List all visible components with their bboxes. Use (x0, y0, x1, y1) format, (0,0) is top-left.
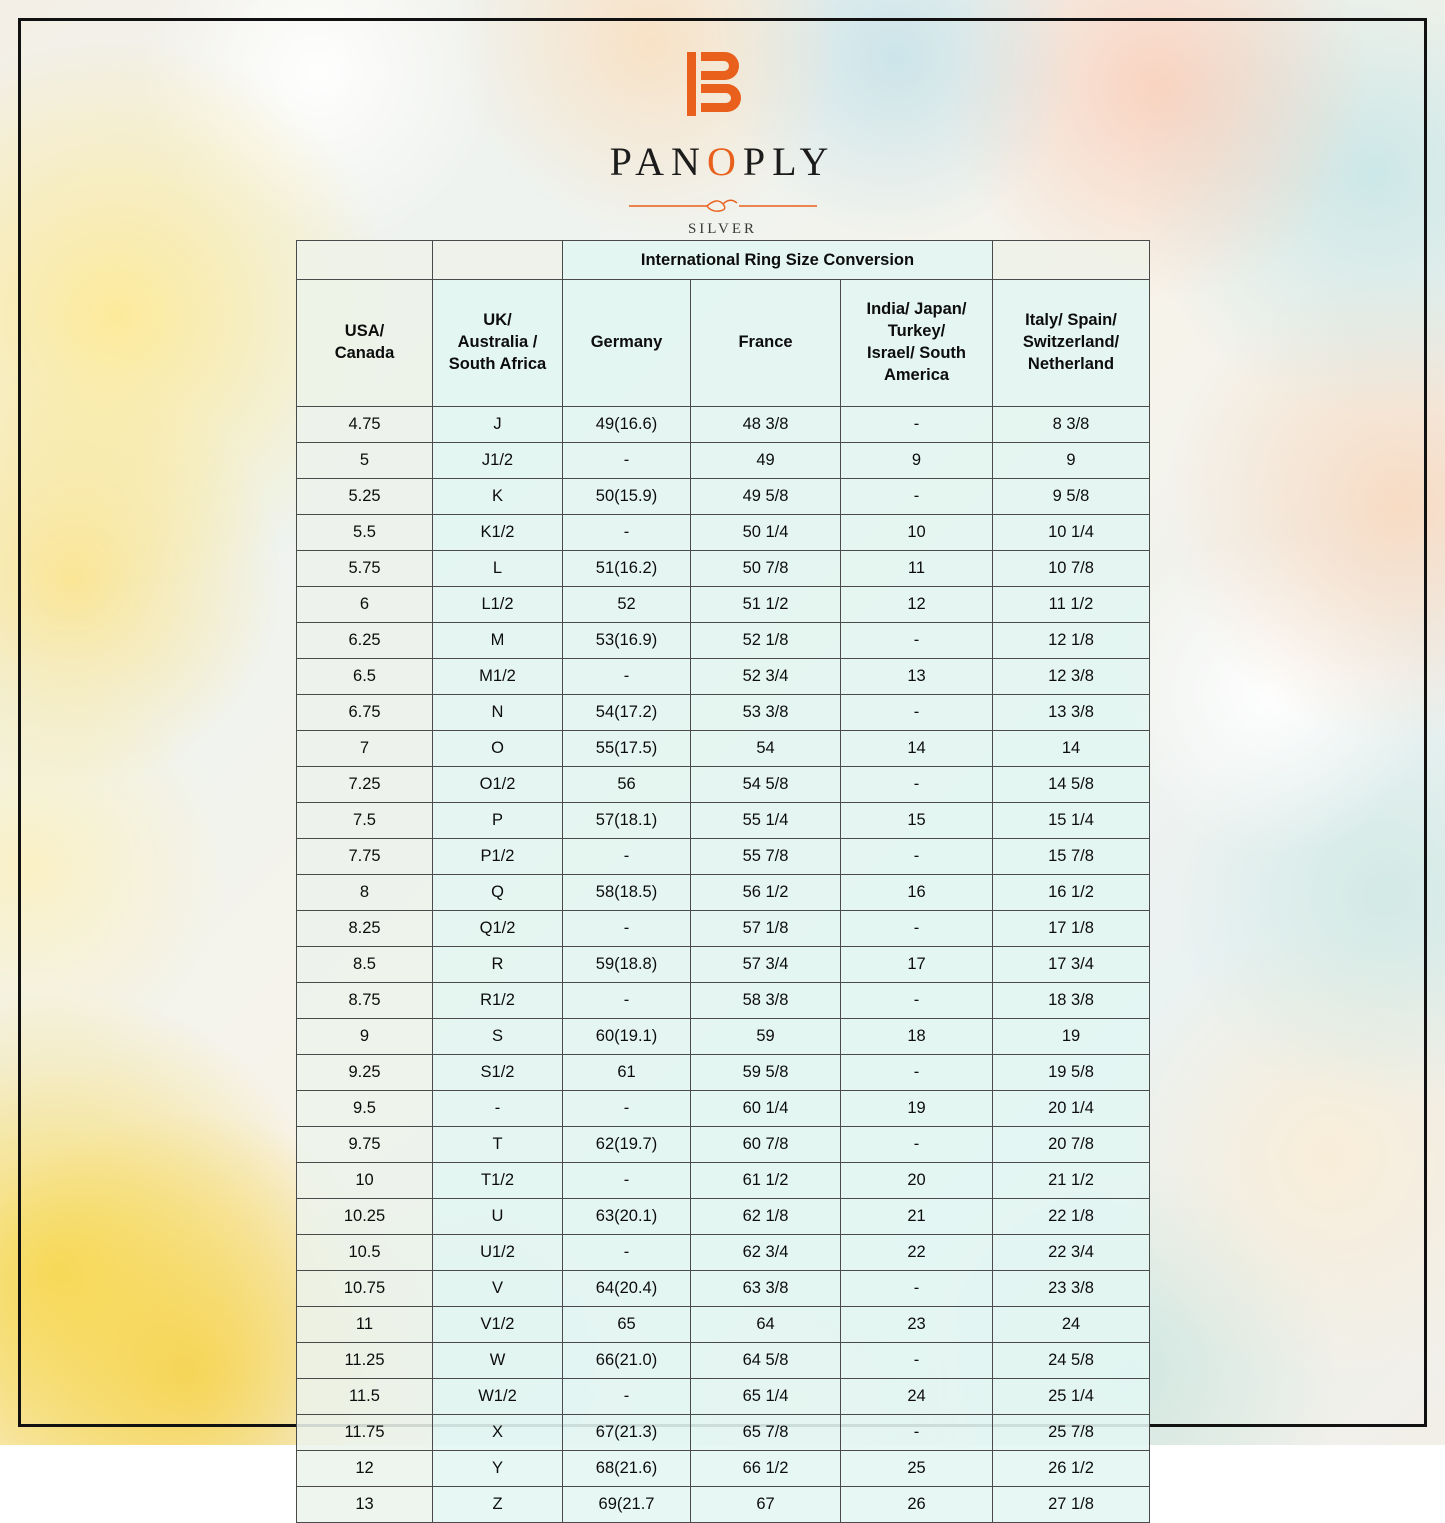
table-cell: 24 (993, 1307, 1150, 1343)
table-cell: 64 (691, 1307, 841, 1343)
ring-size-table-wrapper (296, 240, 1149, 1523)
table-cell: 14 (993, 731, 1150, 767)
table-cell: - (841, 407, 993, 443)
table-cell: X (433, 1415, 563, 1451)
table-cell: N (433, 695, 563, 731)
table-cell: 63 3/8 (691, 1271, 841, 1307)
table-cell: 10 (841, 515, 993, 551)
table-cell: Y (433, 1451, 563, 1487)
table-cell: 49 (691, 443, 841, 479)
table-cell: 22 3/4 (993, 1235, 1150, 1271)
table-cell: 27 1/8 (993, 1487, 1150, 1523)
table-cell: - (841, 1343, 993, 1379)
table-cell: 67(21.3) (563, 1415, 691, 1451)
table-cell: 52 1/8 (691, 623, 841, 659)
table-cell: T (433, 1127, 563, 1163)
table-cell: 60(19.1) (563, 1019, 691, 1055)
table-cell: - (563, 1163, 691, 1199)
table-cell: - (563, 983, 691, 1019)
table-cell: 9 (297, 1019, 433, 1055)
table-cell: - (841, 1271, 993, 1307)
table-row (297, 623, 1150, 659)
column-header-line: Italy/ Spain/ (1025, 311, 1117, 330)
brand-sub-label: SILVER (687, 221, 758, 237)
table-cell: 48 3/8 (691, 407, 841, 443)
column-header-india-japan-turkey-israel-south-america (841, 280, 993, 407)
column-header-line: America (883, 365, 950, 384)
table-cell: 11.5 (297, 1379, 433, 1415)
table-cell: 21 1/2 (993, 1163, 1150, 1199)
table-cell: 60 1/4 (691, 1091, 841, 1127)
brand-wordmark-part-2: PLY (742, 139, 836, 184)
table-cell: K (433, 479, 563, 515)
table-cell: - (563, 443, 691, 479)
table-cell: 7.75 (297, 839, 433, 875)
table-cell: T1/2 (433, 1163, 563, 1199)
table-cell: 15 7/8 (993, 839, 1150, 875)
table-cell: 60 7/8 (691, 1127, 841, 1163)
table-cell: 55(17.5) (563, 731, 691, 767)
table-cell: U (433, 1199, 563, 1235)
table-cell: P1/2 (433, 839, 563, 875)
table-cell: - (841, 1055, 993, 1091)
table-cell: 51 1/2 (691, 587, 841, 623)
table-cell: R1/2 (433, 983, 563, 1019)
table-cell: M (433, 623, 563, 659)
table-cell: 11 1/2 (993, 587, 1150, 623)
table-cell: 10.75 (297, 1271, 433, 1307)
table-cell: 9.75 (297, 1127, 433, 1163)
table-cell: 10 1/4 (993, 515, 1150, 551)
table-cell: 62 3/4 (691, 1235, 841, 1271)
table-cell: 65 7/8 (691, 1415, 841, 1451)
table-row (297, 731, 1150, 767)
table-row (297, 1019, 1150, 1055)
table-cell: - (563, 659, 691, 695)
table-cell: 11 (297, 1307, 433, 1343)
column-header-uk-australia-south-africa (433, 280, 563, 407)
table-cell: 64(20.4) (563, 1271, 691, 1307)
table-cell: 53(16.9) (563, 623, 691, 659)
table-cell: 11.25 (297, 1343, 433, 1379)
table-cell: 6.75 (297, 695, 433, 731)
table-cell: 17 (841, 947, 993, 983)
table-cell: 55 1/4 (691, 803, 841, 839)
column-header-italy-spain-switzerland-netherland (993, 280, 1150, 407)
table-cell: 23 (841, 1307, 993, 1343)
table-cell: 51(16.2) (563, 551, 691, 587)
table-cell: 9 (993, 443, 1150, 479)
table-cell: 69(21.7 (563, 1487, 691, 1523)
table-cell: - (563, 1091, 691, 1127)
table-cell: 26 1/2 (993, 1451, 1150, 1487)
table-cell: 24 5/8 (993, 1343, 1150, 1379)
table-cell: - (563, 1379, 691, 1415)
table-cell: W1/2 (433, 1379, 563, 1415)
table-cell: 56 1/2 (691, 875, 841, 911)
table-cell: 9.5 (297, 1091, 433, 1127)
table-cell: - (841, 479, 993, 515)
table-cell: 65 1/4 (691, 1379, 841, 1415)
table-row (297, 479, 1150, 515)
table-cell: 9.25 (297, 1055, 433, 1091)
table-cell: 11 (841, 551, 993, 587)
table-row (297, 767, 1150, 803)
table-cell: 67 (691, 1487, 841, 1523)
table-row (297, 695, 1150, 731)
column-header-line: India/ Japan/ (866, 300, 967, 319)
table-cell: 25 (841, 1451, 993, 1487)
table-cell: 54(17.2) (563, 695, 691, 731)
table-cell: M1/2 (433, 659, 563, 695)
table-cell: 5.75 (297, 551, 433, 587)
table-title-blank-1 (297, 241, 433, 280)
table-cell: 19 5/8 (993, 1055, 1150, 1091)
table-row (297, 443, 1150, 479)
column-header-line: Turkey/ (887, 322, 946, 341)
table-cell: 54 5/8 (691, 767, 841, 803)
table-cell: 10 (297, 1163, 433, 1199)
table-cell: 57 1/8 (691, 911, 841, 947)
table-cell: 50 7/8 (691, 551, 841, 587)
table-cell: 8.25 (297, 911, 433, 947)
table-cell: - (563, 839, 691, 875)
table-cell: 6 (297, 587, 433, 623)
table-cell: J (433, 407, 563, 443)
table-cell: - (841, 695, 993, 731)
table-cell: - (433, 1091, 563, 1127)
table-cell: S (433, 1019, 563, 1055)
table-cell: 5.5 (297, 515, 433, 551)
table-row (297, 551, 1150, 587)
table-cell: O1/2 (433, 767, 563, 803)
column-header-line: UK/ (483, 311, 512, 330)
table-cell: K1/2 (433, 515, 563, 551)
table-cell: 16 (841, 875, 993, 911)
table-cell: L1/2 (433, 587, 563, 623)
table-cell: 15 1/4 (993, 803, 1150, 839)
table-cell: 18 (841, 1019, 993, 1055)
panoply-monogram-icon (0, 48, 1445, 120)
table-cell: 14 (841, 731, 993, 767)
table-row (297, 1091, 1150, 1127)
table-cell: 59 (691, 1019, 841, 1055)
column-header-line: France (738, 333, 793, 352)
table-cell: 6.5 (297, 659, 433, 695)
table-row (297, 1307, 1150, 1343)
table-title: International Ring Size Conversion (563, 241, 993, 280)
table-cell: 5.25 (297, 479, 433, 515)
table-cell: 15 (841, 803, 993, 839)
table-cell: U1/2 (433, 1235, 563, 1271)
table-cell: 24 (841, 1379, 993, 1415)
table-cell: 13 (841, 659, 993, 695)
brand-flourish-icon (623, 195, 823, 217)
table-row (297, 1271, 1150, 1307)
column-header-line: Netherland (1027, 354, 1115, 373)
table-cell: Q1/2 (433, 911, 563, 947)
table-cell: L (433, 551, 563, 587)
table-cell: 7 (297, 731, 433, 767)
column-header-france (691, 280, 841, 407)
table-cell: 13 (297, 1487, 433, 1523)
table-cell: 57(18.1) (563, 803, 691, 839)
table-header-row (297, 280, 1150, 407)
column-header-line: Australia / (457, 333, 538, 352)
table-row (297, 1343, 1150, 1379)
brand-wordmark (0, 138, 1445, 185)
table-cell: 10.25 (297, 1199, 433, 1235)
column-header-usa-canada (297, 280, 433, 407)
table-cell: 59 5/8 (691, 1055, 841, 1091)
table-cell: 63(20.1) (563, 1199, 691, 1235)
table-row (297, 1127, 1150, 1163)
table-cell: V1/2 (433, 1307, 563, 1343)
table-cell: 59(18.8) (563, 947, 691, 983)
table-cell: 6.25 (297, 623, 433, 659)
table-row (297, 515, 1150, 551)
table-cell: - (841, 911, 993, 947)
table-cell: 53 3/8 (691, 695, 841, 731)
column-header-line: Canada (334, 344, 395, 362)
ring-size-conversion-table (296, 240, 1150, 1523)
table-cell: 54 (691, 731, 841, 767)
table-row (297, 1379, 1150, 1415)
table-cell: 20 (841, 1163, 993, 1199)
table-cell: 50(15.9) (563, 479, 691, 515)
table-cell: 8 3/8 (993, 407, 1150, 443)
table-row (297, 947, 1150, 983)
column-header-line: USA/ (344, 322, 385, 341)
table-cell: 58 3/8 (691, 983, 841, 1019)
table-row (297, 803, 1150, 839)
column-header-line: Switzerland/ (1022, 333, 1120, 352)
table-row (297, 1163, 1150, 1199)
table-cell: V (433, 1271, 563, 1307)
table-cell: 19 (993, 1019, 1150, 1055)
table-row (297, 659, 1150, 695)
table-cell: 52 3/4 (691, 659, 841, 695)
table-cell: 8 (297, 875, 433, 911)
table-cell: R (433, 947, 563, 983)
table-cell: 7.5 (297, 803, 433, 839)
table-cell: 12 1/8 (993, 623, 1150, 659)
table-cell: 13 3/8 (993, 695, 1150, 731)
table-title-blank-2 (433, 241, 563, 280)
table-row (297, 1055, 1150, 1091)
table-cell: J1/2 (433, 443, 563, 479)
table-cell: 22 (841, 1235, 993, 1271)
table-cell: 12 3/8 (993, 659, 1150, 695)
table-row (297, 1451, 1150, 1487)
table-cell: 66(21.0) (563, 1343, 691, 1379)
table-cell: 17 3/4 (993, 947, 1150, 983)
column-header-line: Germany (590, 333, 663, 352)
table-cell: 4.75 (297, 407, 433, 443)
table-row (297, 839, 1150, 875)
table-cell: 55 7/8 (691, 839, 841, 875)
table-cell: 9 (841, 443, 993, 479)
table-cell: - (841, 983, 993, 1019)
table-body (297, 407, 1150, 1523)
table-cell: - (563, 911, 691, 947)
table-cell: 17 1/8 (993, 911, 1150, 947)
table-cell: 57 3/4 (691, 947, 841, 983)
brand-logo-block (0, 48, 1445, 238)
table-row (297, 875, 1150, 911)
table-cell: 7.25 (297, 767, 433, 803)
table-cell: 25 1/4 (993, 1379, 1150, 1415)
table-cell: Z (433, 1487, 563, 1523)
table-cell: 10.5 (297, 1235, 433, 1271)
table-cell: 61 (563, 1055, 691, 1091)
table-cell: 20 1/4 (993, 1091, 1150, 1127)
table-cell: 61 1/2 (691, 1163, 841, 1199)
table-cell: 18 3/8 (993, 983, 1150, 1019)
table-cell: - (841, 839, 993, 875)
brand-wordmark-accent: O (706, 139, 743, 184)
table-cell: - (563, 1235, 691, 1271)
table-row (297, 1415, 1150, 1451)
table-cell: - (841, 1415, 993, 1451)
table-cell: 20 7/8 (993, 1127, 1150, 1163)
table-cell: 10 7/8 (993, 551, 1150, 587)
table-row (297, 1199, 1150, 1235)
table-cell: P (433, 803, 563, 839)
table-row (297, 1487, 1150, 1523)
table-cell: 23 3/8 (993, 1271, 1150, 1307)
column-header-germany (563, 280, 691, 407)
table-title-row (297, 241, 1150, 280)
table-cell: S1/2 (433, 1055, 563, 1091)
table-cell: 19 (841, 1091, 993, 1127)
table-cell: Q (433, 875, 563, 911)
table-cell: 58(18.5) (563, 875, 691, 911)
table-row (297, 587, 1150, 623)
table-cell: 9 5/8 (993, 479, 1150, 515)
table-row (297, 911, 1150, 947)
table-cell: - (841, 1127, 993, 1163)
table-cell: 26 (841, 1487, 993, 1523)
table-cell: 22 1/8 (993, 1199, 1150, 1235)
table-cell: 12 (297, 1451, 433, 1487)
table-cell: 64 5/8 (691, 1343, 841, 1379)
table-cell: 50 1/4 (691, 515, 841, 551)
table-row (297, 983, 1150, 1019)
table-cell: W (433, 1343, 563, 1379)
table-cell: 16 1/2 (993, 875, 1150, 911)
table-cell: O (433, 731, 563, 767)
table-cell: 56 (563, 767, 691, 803)
table-cell: 62 1/8 (691, 1199, 841, 1235)
table-cell: 49(16.6) (563, 407, 691, 443)
table-cell: 14 5/8 (993, 767, 1150, 803)
table-cell: 49 5/8 (691, 479, 841, 515)
table-cell: 11.75 (297, 1415, 433, 1451)
table-title-blank-3 (993, 241, 1150, 280)
table-cell: 12 (841, 587, 993, 623)
table-cell: 65 (563, 1307, 691, 1343)
table-cell: - (841, 623, 993, 659)
table-cell: - (841, 767, 993, 803)
column-header-line: Israel/ South (866, 344, 967, 362)
table-cell: 21 (841, 1199, 993, 1235)
table-cell: 52 (563, 587, 691, 623)
brand-wordmark-part-1: PAN (609, 139, 707, 184)
table-cell: 62(19.7) (563, 1127, 691, 1163)
table-row (297, 1235, 1150, 1271)
table-cell: 8.5 (297, 947, 433, 983)
column-header-line: South Africa (448, 354, 547, 373)
table-cell: 68(21.6) (563, 1451, 691, 1487)
table-cell: - (563, 515, 691, 551)
table-row (297, 407, 1150, 443)
table-cell: 8.75 (297, 983, 433, 1019)
table-cell: 5 (297, 443, 433, 479)
table-cell: 66 1/2 (691, 1451, 841, 1487)
table-cell: 25 7/8 (993, 1415, 1150, 1451)
